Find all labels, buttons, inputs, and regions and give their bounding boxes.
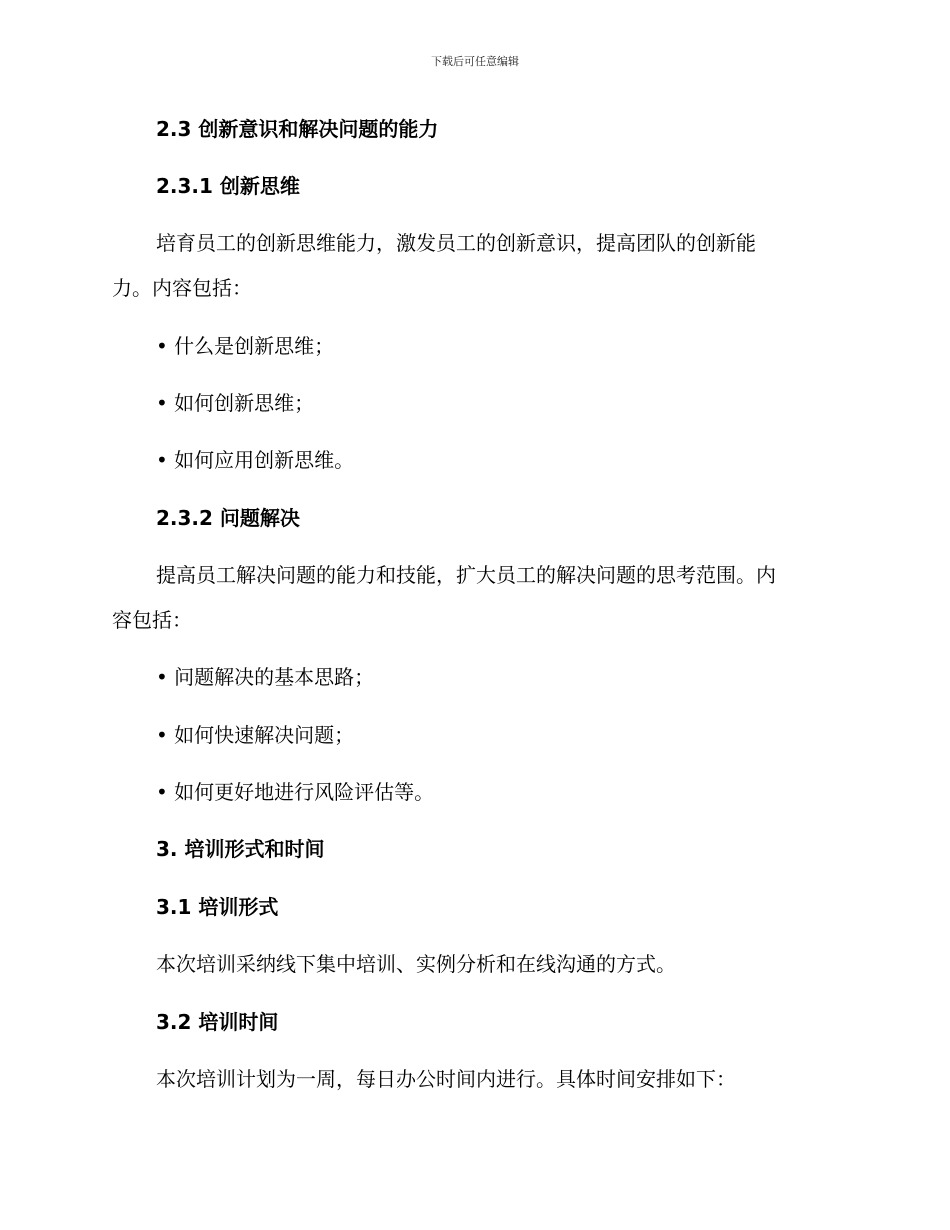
- subsection-heading-2-3-1: 2.3.1 创新思维: [156, 174, 300, 198]
- page-header-note: 下载后可任意编辑: [431, 55, 519, 68]
- section-heading-3: 3. 培训形式和时间: [156, 837, 325, 861]
- subsection-heading-3-2: 3.2 培训时间: [156, 1010, 279, 1034]
- paragraph-training-format: 本次培训采纳线下集中培训、实例分析和在线沟通的方式。: [156, 952, 676, 976]
- subsection-heading-2-3-2: 2.3.2 问题解决: [156, 506, 300, 530]
- list-item: • 如何应用创新思维。: [156, 448, 355, 472]
- paragraph-innovation-line-1: 培育员工的创新思维能力，激发员工的创新意识，提高团队的创新能: [156, 231, 756, 255]
- list-item: • 什么是创新思维；: [156, 334, 335, 358]
- subsection-heading-3-1: 3.1 培训形式: [156, 895, 279, 919]
- paragraph-problem-solving-line-1: 提高员工解决问题的能力和技能，扩大员工的解决问题的思考范围。内: [156, 563, 776, 587]
- paragraph-problem-solving-line-2: 容包括：: [112, 608, 192, 632]
- list-item: • 如何创新思维；: [156, 391, 315, 415]
- list-item: • 如何更好地进行风险评估等。: [156, 780, 435, 804]
- list-item: • 如何快速解决问题；: [156, 723, 355, 747]
- list-item: • 问题解决的基本思路；: [156, 665, 375, 689]
- paragraph-training-time: 本次培训计划为一周，每日办公时间内进行。具体时间安排如下：: [156, 1067, 736, 1091]
- section-heading-2-3: 2.3 创新意识和解决问题的能力: [156, 117, 439, 141]
- paragraph-innovation-line-2: 力。内容包括：: [112, 276, 252, 300]
